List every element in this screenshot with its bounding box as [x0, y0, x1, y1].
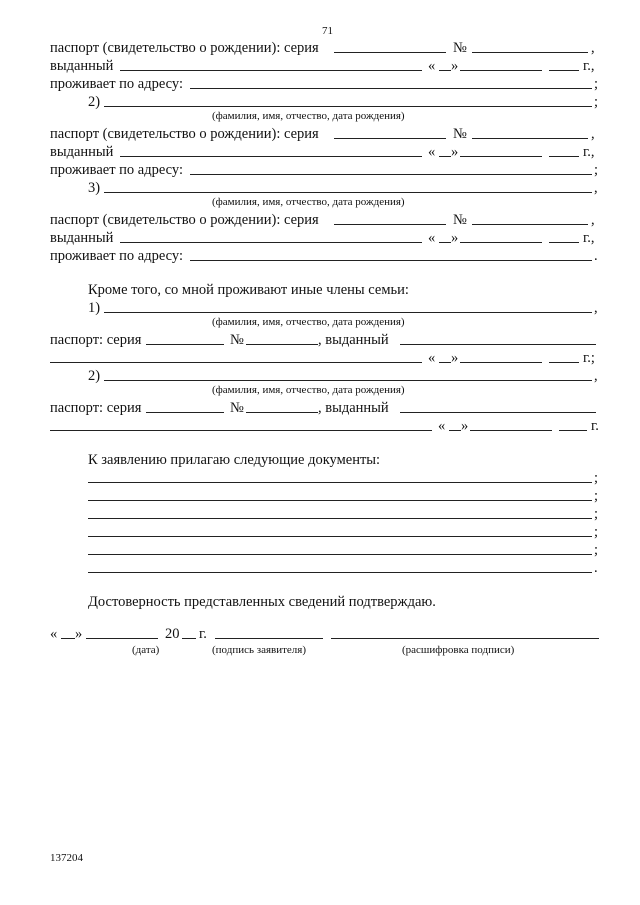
quote-open: « — [428, 58, 436, 74]
semicolon: ; — [594, 162, 599, 178]
quote-close: » — [451, 350, 459, 366]
address-field[interactable] — [190, 260, 592, 261]
fio-caption: (фамилия, имя, отчество, дата рождения) — [212, 316, 405, 328]
address-label: проживает по адресу: — [50, 248, 183, 264]
fio-caption: (фамилия, имя, отчество, дата рождения) — [212, 384, 405, 396]
series-field[interactable] — [146, 344, 224, 345]
day-field[interactable] — [449, 430, 461, 431]
number-field[interactable] — [246, 344, 318, 345]
issued-by-field[interactable] — [400, 412, 596, 413]
year-field[interactable] — [549, 70, 579, 71]
issued-by-field[interactable] — [120, 156, 422, 157]
decode-caption: (расшифровка подписи) — [402, 644, 515, 656]
date-caption: (дата) — [132, 644, 160, 656]
semicolon: ; — [594, 94, 599, 110]
fio-field[interactable] — [104, 380, 592, 381]
quote-open: « — [428, 350, 436, 366]
issued-by-field-cont[interactable] — [50, 430, 432, 431]
person-number: 3) — [88, 180, 101, 196]
sign-month-field[interactable] — [86, 638, 158, 639]
issued-by-field[interactable] — [400, 344, 596, 345]
semicolon: ; — [594, 524, 599, 540]
month-field[interactable] — [460, 70, 542, 71]
number-field[interactable] — [472, 224, 588, 225]
dot: . — [594, 560, 598, 576]
quote-open: « — [428, 230, 436, 246]
other-family-heading: Кроме того, со мной проживают иные члены семьи: — [88, 282, 409, 298]
document-line[interactable] — [88, 554, 592, 555]
quote-close: » — [75, 626, 83, 642]
year-prefix: 20 — [165, 626, 180, 642]
comma: , — [591, 40, 595, 56]
comma: , — [594, 300, 598, 316]
month-field[interactable] — [460, 242, 542, 243]
series-field[interactable] — [334, 52, 446, 53]
series-field[interactable] — [334, 138, 446, 139]
semicolon: ; — [594, 506, 599, 522]
passport-label: паспорт (свидетельство о рождении): серия — [50, 126, 319, 142]
semicolon: ; — [594, 542, 599, 558]
semicolon: ; — [594, 470, 599, 486]
quote-close: » — [461, 418, 469, 434]
year-abbr: г., — [583, 144, 595, 160]
document-line[interactable] — [88, 500, 592, 501]
year-abbr: г., — [583, 230, 595, 246]
page-number: 71 — [322, 25, 333, 37]
sign-caption: (подпись заявителя) — [212, 644, 307, 656]
comma: , — [591, 126, 595, 142]
sign-day-field[interactable] — [61, 638, 75, 639]
comma: , — [594, 180, 598, 196]
issued-label: , выданный — [318, 332, 389, 348]
document-line[interactable] — [88, 572, 592, 573]
year-abbr: г.; — [583, 350, 595, 366]
dot: . — [594, 248, 598, 264]
semicolon: ; — [594, 76, 599, 92]
fio-caption: (фамилия, имя, отчество, дата рождения) — [212, 110, 405, 122]
document-line[interactable] — [88, 536, 592, 537]
signature-decode-field[interactable] — [331, 638, 599, 639]
number-sign: № — [230, 400, 244, 416]
issued-by-field[interactable] — [120, 70, 422, 71]
quote-open: « — [428, 144, 436, 160]
address-field[interactable] — [190, 88, 592, 89]
day-field[interactable] — [439, 156, 451, 157]
issued-label: выданный — [50, 230, 114, 246]
number-field[interactable] — [472, 138, 588, 139]
issued-label: , выданный — [318, 400, 389, 416]
document-code: 137204 — [50, 852, 83, 864]
person-number: 2) — [88, 94, 101, 110]
year-abbr: г. — [591, 418, 599, 434]
quote-close: » — [451, 144, 459, 160]
number-sign: № — [453, 40, 467, 56]
day-field[interactable] — [439, 242, 451, 243]
number-field[interactable] — [246, 412, 318, 413]
document-line[interactable] — [88, 482, 592, 483]
year-abbr: г., — [583, 58, 595, 74]
address-label: проживает по адресу: — [50, 162, 183, 178]
month-field[interactable] — [460, 362, 542, 363]
passport-label: паспорт (свидетельство о рождении): серия — [50, 212, 319, 228]
year-suffix: г. — [199, 626, 207, 642]
document-line[interactable] — [88, 518, 592, 519]
member-number: 1) — [88, 300, 101, 316]
confirm-text: Достоверность представленных сведений подтверждаю. — [88, 594, 436, 610]
passport-series-label: паспорт: серия — [50, 332, 142, 348]
signature-field[interactable] — [215, 638, 323, 639]
day-field[interactable] — [439, 70, 451, 71]
passport-series-label: паспорт: серия — [50, 400, 142, 416]
month-field[interactable] — [470, 430, 552, 431]
series-field[interactable] — [146, 412, 224, 413]
quote-close: » — [451, 230, 459, 246]
year-field[interactable] — [549, 362, 579, 363]
issued-label: выданный — [50, 144, 114, 160]
fio-field[interactable] — [104, 106, 592, 107]
documents-heading: К заявлению прилагаю следующие документы: — [88, 452, 381, 468]
quote-open: « — [50, 626, 58, 642]
quote-close: » — [451, 58, 459, 74]
address-field[interactable] — [190, 174, 592, 175]
fio-field[interactable] — [104, 192, 592, 193]
issued-by-field[interactable] — [120, 242, 422, 243]
day-field[interactable] — [439, 362, 451, 363]
comma: , — [594, 368, 598, 384]
semicolon: ; — [594, 488, 599, 504]
member-number: 2) — [88, 368, 101, 384]
year-field[interactable] — [549, 242, 579, 243]
sign-year-field[interactable] — [182, 638, 196, 639]
issued-by-field-cont[interactable] — [50, 362, 422, 363]
year-field[interactable] — [549, 156, 579, 157]
fio-caption: (фамилия, имя, отчество, дата рождения) — [212, 196, 405, 208]
month-field[interactable] — [460, 156, 542, 157]
year-field[interactable] — [559, 430, 587, 431]
fio-field[interactable] — [104, 312, 592, 313]
quote-open: « — [438, 418, 446, 434]
issued-label: выданный — [50, 58, 114, 74]
comma: , — [591, 212, 595, 228]
number-sign: № — [453, 212, 467, 228]
number-field[interactable] — [472, 52, 588, 53]
series-field[interactable] — [334, 224, 446, 225]
number-sign: № — [230, 332, 244, 348]
address-label: проживает по адресу: — [50, 76, 183, 92]
passport-label: паспорт (свидетельство о рождении): серия — [50, 40, 319, 56]
number-sign: № — [453, 126, 467, 142]
